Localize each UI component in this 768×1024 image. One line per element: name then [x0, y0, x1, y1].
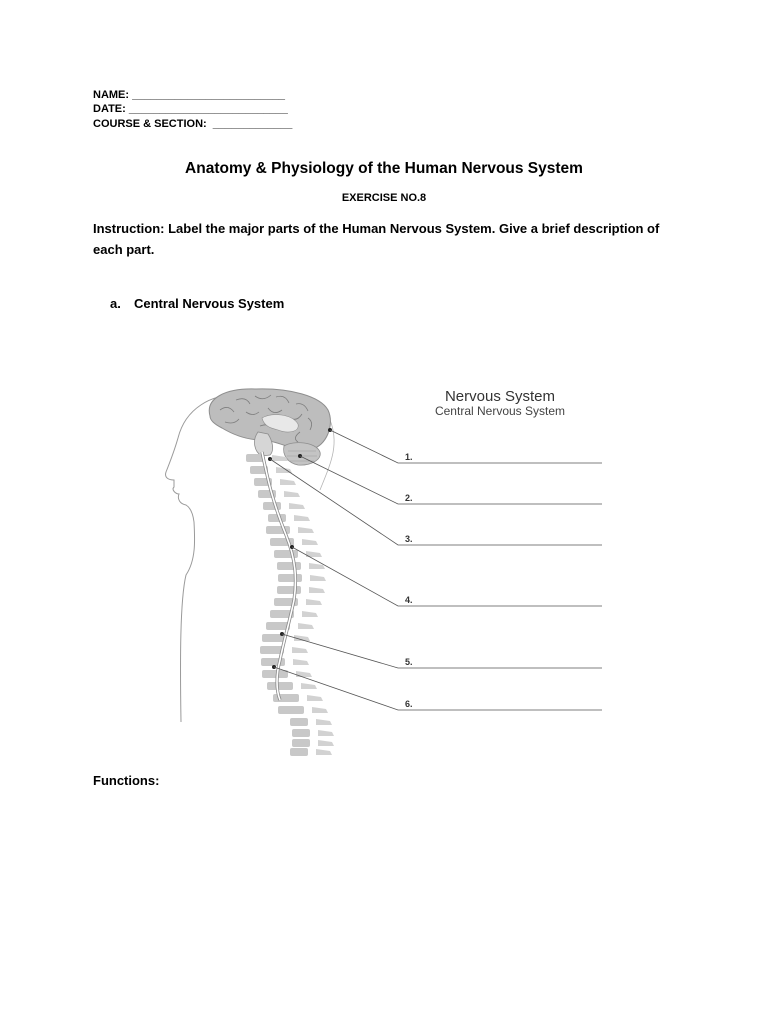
- vertebra-body: [277, 586, 301, 594]
- label-number: 2.: [405, 493, 413, 503]
- section-letter: a.: [110, 296, 121, 311]
- vertebra-body: [267, 682, 293, 690]
- date-field: DATE: __________________________: [93, 103, 288, 115]
- body-silhouette: [166, 395, 245, 722]
- vertebra-body: [278, 574, 302, 582]
- vertebra-process: [318, 730, 334, 736]
- vertebra-body: [278, 706, 304, 714]
- functions-heading: Functions:: [93, 773, 160, 788]
- instruction-text: Instruction: Label the major parts of the Human Nervous System. Give a brief description of each part.: [93, 221, 660, 257]
- vertebra-process: [298, 623, 314, 629]
- cerebellum: [284, 443, 321, 465]
- vertebra-process: [302, 611, 318, 617]
- vertebral-column: [246, 454, 334, 756]
- page-title: Anatomy & Physiology of the Human Nervous System: [185, 160, 583, 177]
- vertebra-body: [263, 502, 281, 510]
- vertebra-process: [289, 503, 305, 509]
- label-number: 1.: [405, 452, 413, 462]
- label-number: 5.: [405, 657, 413, 667]
- exercise-number: EXERCISE NO.8: [341, 192, 427, 204]
- vertebra-process: [280, 479, 296, 485]
- vertebra-process: [310, 575, 326, 581]
- vertebra-process: [309, 587, 325, 593]
- vertebra-process: [292, 647, 308, 653]
- vertebra-process: [293, 659, 309, 665]
- vertebra-process: [316, 719, 332, 725]
- label-number: 3.: [405, 534, 413, 544]
- name-field: NAME: _________________________: [93, 89, 286, 101]
- course-section-field: COURSE & SECTION: _____________: [93, 118, 293, 130]
- leader-line: [274, 667, 602, 710]
- label-number: 4.: [405, 595, 413, 605]
- vertebra-process: [296, 671, 312, 677]
- vertebra-process: [316, 749, 332, 755]
- diagram-title: Nervous System: [444, 388, 556, 405]
- vertebra-process: [312, 707, 328, 713]
- vertebra-body: [262, 670, 288, 678]
- leader-line: [270, 459, 602, 545]
- label-number: 6.: [405, 699, 413, 709]
- leader-line: [292, 547, 602, 606]
- section-heading: [110, 296, 284, 311]
- vertebra-body: [274, 550, 298, 558]
- leader-line: [330, 430, 602, 463]
- vertebra-process: [306, 599, 322, 605]
- vertebra-process: [284, 491, 300, 497]
- vertebra-process: [318, 740, 334, 746]
- vertebra-body: [290, 718, 308, 726]
- vertebra-body: [292, 729, 310, 737]
- vertebra-body: [292, 739, 310, 747]
- vertebra-body: [277, 562, 301, 570]
- vertebra-process: [307, 695, 323, 701]
- vertebra-process: [301, 683, 317, 689]
- vertebra-process: [298, 527, 314, 533]
- diagram-subtitle: Central Nervous System: [434, 404, 566, 418]
- nervous-system-diagram: [150, 375, 620, 770]
- vertebra-process: [302, 539, 318, 545]
- vertebra-body: [290, 748, 308, 756]
- vertebra-process: [294, 515, 310, 521]
- section-label: Central Nervous System: [134, 296, 285, 311]
- leader-line: [282, 634, 602, 668]
